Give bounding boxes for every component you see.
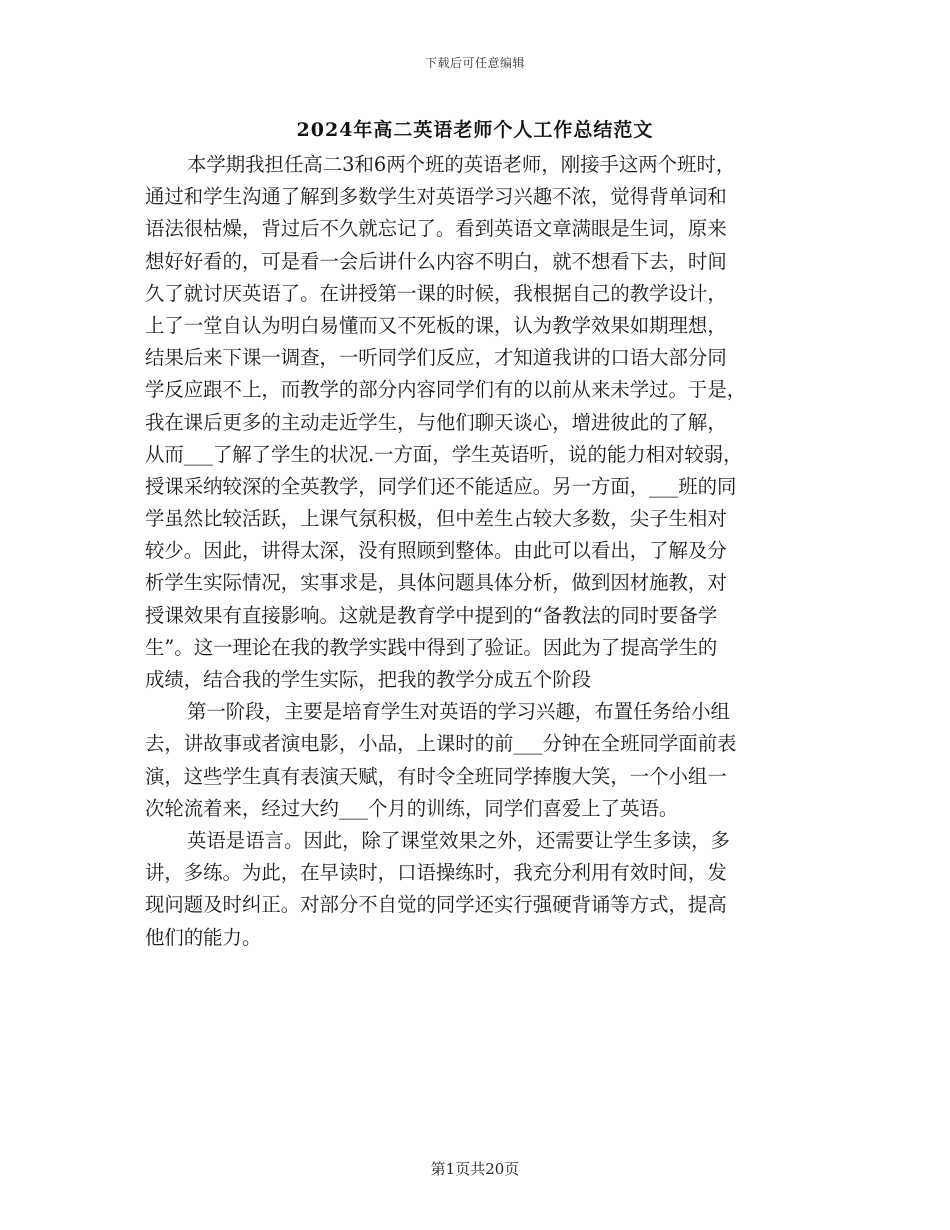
body-line: 他们的能力。 xyxy=(145,925,262,949)
body-line: 第一阶段，主要是培育学生对英语的学习兴趣，布置任务给小组 xyxy=(187,700,730,724)
body-line: 去，讲故事或者演电影，小品，上课时的前___分钟在全班同学面前表 xyxy=(145,732,737,756)
body-line: 久了就讨厌英语了。在讲授第一课的时候，我根据自己的教学设计， xyxy=(145,281,727,305)
page-number: 第1页共20页 xyxy=(430,1160,520,1178)
body-line: 通过和学生沟通了解到多数学生对英语学习兴趣不浓，觉得背单词和 xyxy=(145,185,727,209)
body-line: 学虽然比较活跃，上课气氛积极，但中差生占较大多数，尖子生相对 xyxy=(145,507,727,531)
body-line: 我在课后更多的主动走近学生，与他们聊天谈心，增进彼此的了解， xyxy=(145,410,727,434)
document-title: 2024年高二英语老师个人工作总结范文 xyxy=(296,119,654,141)
body-line: 生”。这一理论在我的教学实践中得到了验证。因此为了提高学生的 xyxy=(145,635,718,659)
document-body xyxy=(145,149,805,954)
body-line: 演，这些学生真有表演天赋，有时令全班同学捧腹大笑，一个小组一 xyxy=(145,764,727,788)
body-line: 析学生实际情况，实事求是，具体问题具体分析，做到因材施教，对 xyxy=(145,571,727,595)
body-line: 英语是语言。因此，除了课堂效果之外，还需要让学生多读，多 xyxy=(187,828,730,852)
body-line: 从而___了解了学生的状况.一方面，学生英语听，说的能力相对较弱， xyxy=(145,442,743,466)
body-line: 授课采纳较深的全英教学，同学们还不能适应。另一方面，___班的同 xyxy=(145,474,737,498)
body-line: 结果后来下课一调查，一听同学们反应，才知道我讲的口语大部分同 xyxy=(145,346,727,370)
body-line: 现问题及时纠正。对部分不自觉的同学还实行强硬背诵等方式，提高 xyxy=(145,893,727,917)
body-line: 想好好看的，可是看一会后讲什么内容不明白，就不想看下去，时间 xyxy=(145,249,727,273)
body-line: 次轮流着来，经过大约___个月的训练，同学们喜爱上了英语。 xyxy=(145,796,679,820)
header-note: 下载后可任意编辑 xyxy=(424,56,525,70)
body-line: 学反应跟不上，而教学的部分内容同学们有的以前从来未学过。于是， xyxy=(145,378,747,402)
body-line: 上了一堂自认为明白易懂而又不死板的课，认为教学效果如期理想， xyxy=(145,313,727,337)
body-line: 讲，多练。为此，在早读时，口语操练时，我充分利用有效时间，发 xyxy=(145,861,727,885)
body-line: 授课效果有直接影响。这就是教育学中提到的“备教法的同时要备学 xyxy=(145,603,718,627)
body-line: 较少。因此，讲得太深，没有照顾到整体。由此可以看出，了解及分 xyxy=(145,539,727,563)
body-line: 本学期我担任高二3和6两个班的英语老师，刚接手这两个班时， xyxy=(187,153,736,176)
body-line: 语法很枯燥，背过后不久就忘记了。看到英语文章满眼是生词，原来 xyxy=(145,217,727,241)
body-line: 成绩，结合我的学生实际，把我的教学分成五个阶段 xyxy=(145,668,591,691)
